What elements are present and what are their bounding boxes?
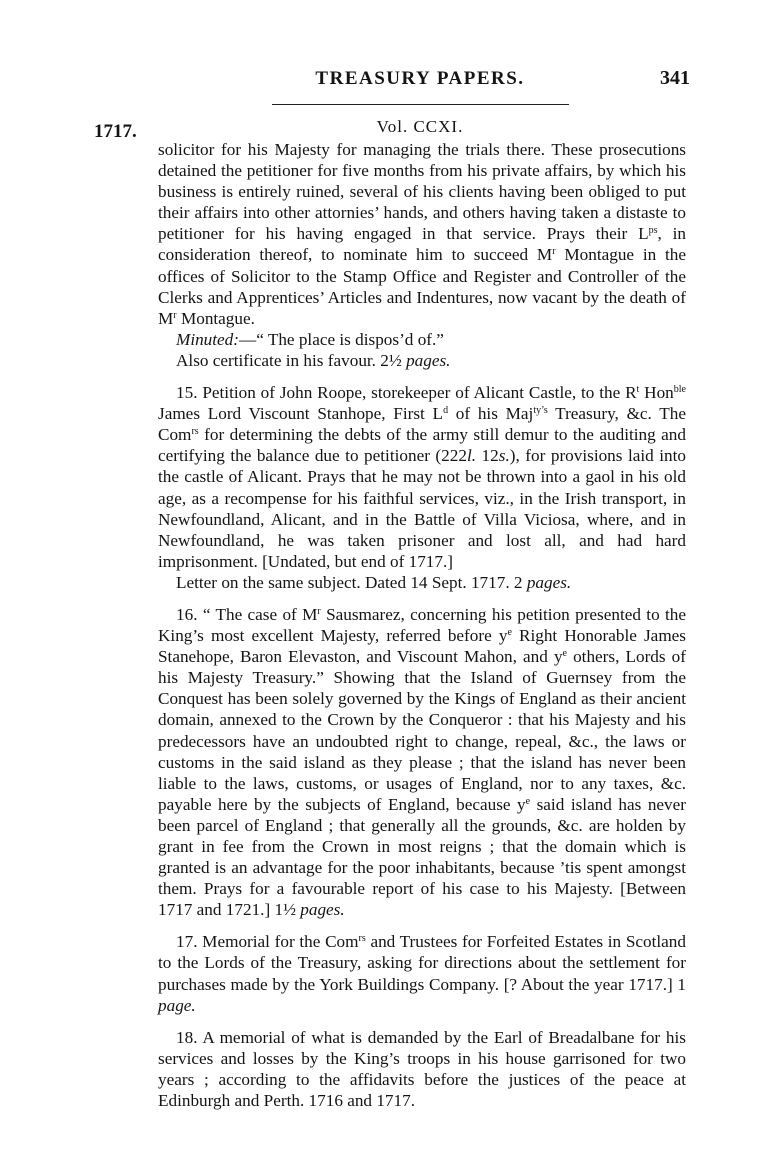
entry-14-note: Also certificate in his favour. 2½ pages. — [176, 350, 451, 370]
entry-17: 17. Memorial for the Com$^{rs}$ and Trustees for Forfeited Estates in Scotland to the Lords of the Treasury, asking for directions about the settlement for purchases made by the York Buildings Company. [? About the year 1717.] 1 page. — [158, 932, 686, 1015]
entry-18: 18. A memorial of what is demanded by the Earl of Breadalbane for his services and losses by the King’s troops in his house garrisoned for two years ; according to the affidavits before the justices of the peace at Edinburgh and Perth. 1716 and 1717. — [158, 1027, 686, 1111]
header-rule — [272, 104, 569, 105]
running-title: TREASURY PAPERS. — [315, 68, 525, 89]
entry-15-note: Letter on the same subject. Dated 14 Sept. 1717. 2 pages. — [176, 572, 572, 592]
entry-14-continued: solicitor for his Majesty for managing the trials there. These prosecutions detained the petitioner for five months from his private affairs, by which his business is entirely ruined, several of his clients having been obliged to put their affairs into other attornies’ hands, and others having taken a distaste to petitioner for his having engaged in that service. Prays their $L^{ps}$, in consideration thereof, to nominate him to succeed $M^r$ Montague in the offices of Solicitor to the Stamp Office and Register and Controller of the Clerks and Apprentices’ Articles and Indentures, now vacant by the death of $M^r$ Montague. — [158, 140, 686, 328]
volume-heading: Vol. CCXI. — [376, 117, 464, 136]
entry-14-minute: Minuted:—“ The place is dispos’d of.” — [176, 329, 444, 349]
body-text — [158, 139, 686, 1111]
page-number: 341 — [660, 67, 690, 89]
margin-year: 1717. — [94, 121, 137, 142]
entry-15: 15. Petition of John Roope, storekeeper of Alicant Castle, to the $R^t$ Hon$^{ble}$ James Lord Viscount Stanhope, First $L^d$ of his Maj$^{ty’s}$ Treasury, &c. The Com$^{rs}$ for determining the debts of the army still demur to the auditing and certifying the balance due to petitioner (222l. 12s.), for provisions laid into the castle of Alicant. Prays that he may not be thrown into a gaol in his old age, as a recompense for his faithful services, viz., in the Irish transport, in Newfoundland, Alicant, and in the Battle of Villa Viciosa, where, and in Newfoundland, he was taken prisoner and lost all, and had hard imprisonment. [Undated, but end of 1717.] — [158, 383, 687, 571]
entry-16: 16. “ The case of $M^r$ Sausmarez, concerning his petition presented to the King’s most excellent Majesty, referred before $y^e$ Right Honorable James Stanehope, Baron Elevaston, and Viscount Mahon, and $y^e$ others, Lords of his Majesty Treasury.” Showing that the Island of Guernsey from the Conquest has been solely governed by the Kings of England as their ancient domain, annexed to the Crown by the Conqueror : that his Majesty and his predecessors have an undoubted right to change, repeal, &c., the laws or customs in the said island as they please ; that the island has never been liable to the laws, customs, or usages of England, nor to any taxes, &c. payable here by the subjects of England, because $y^e$ said island has never been parcel of England ; that generally all the grounds, &c. are holden by grant in fee from the Crown in most reigns ; that the domain which is granted is an advantage for the poor inhabitants, because ’tis spent amongst them. Prays for a favourable report of his case to his Majesty. [Between 1717 and 1721.] 1½ pages. — [158, 604, 687, 920]
